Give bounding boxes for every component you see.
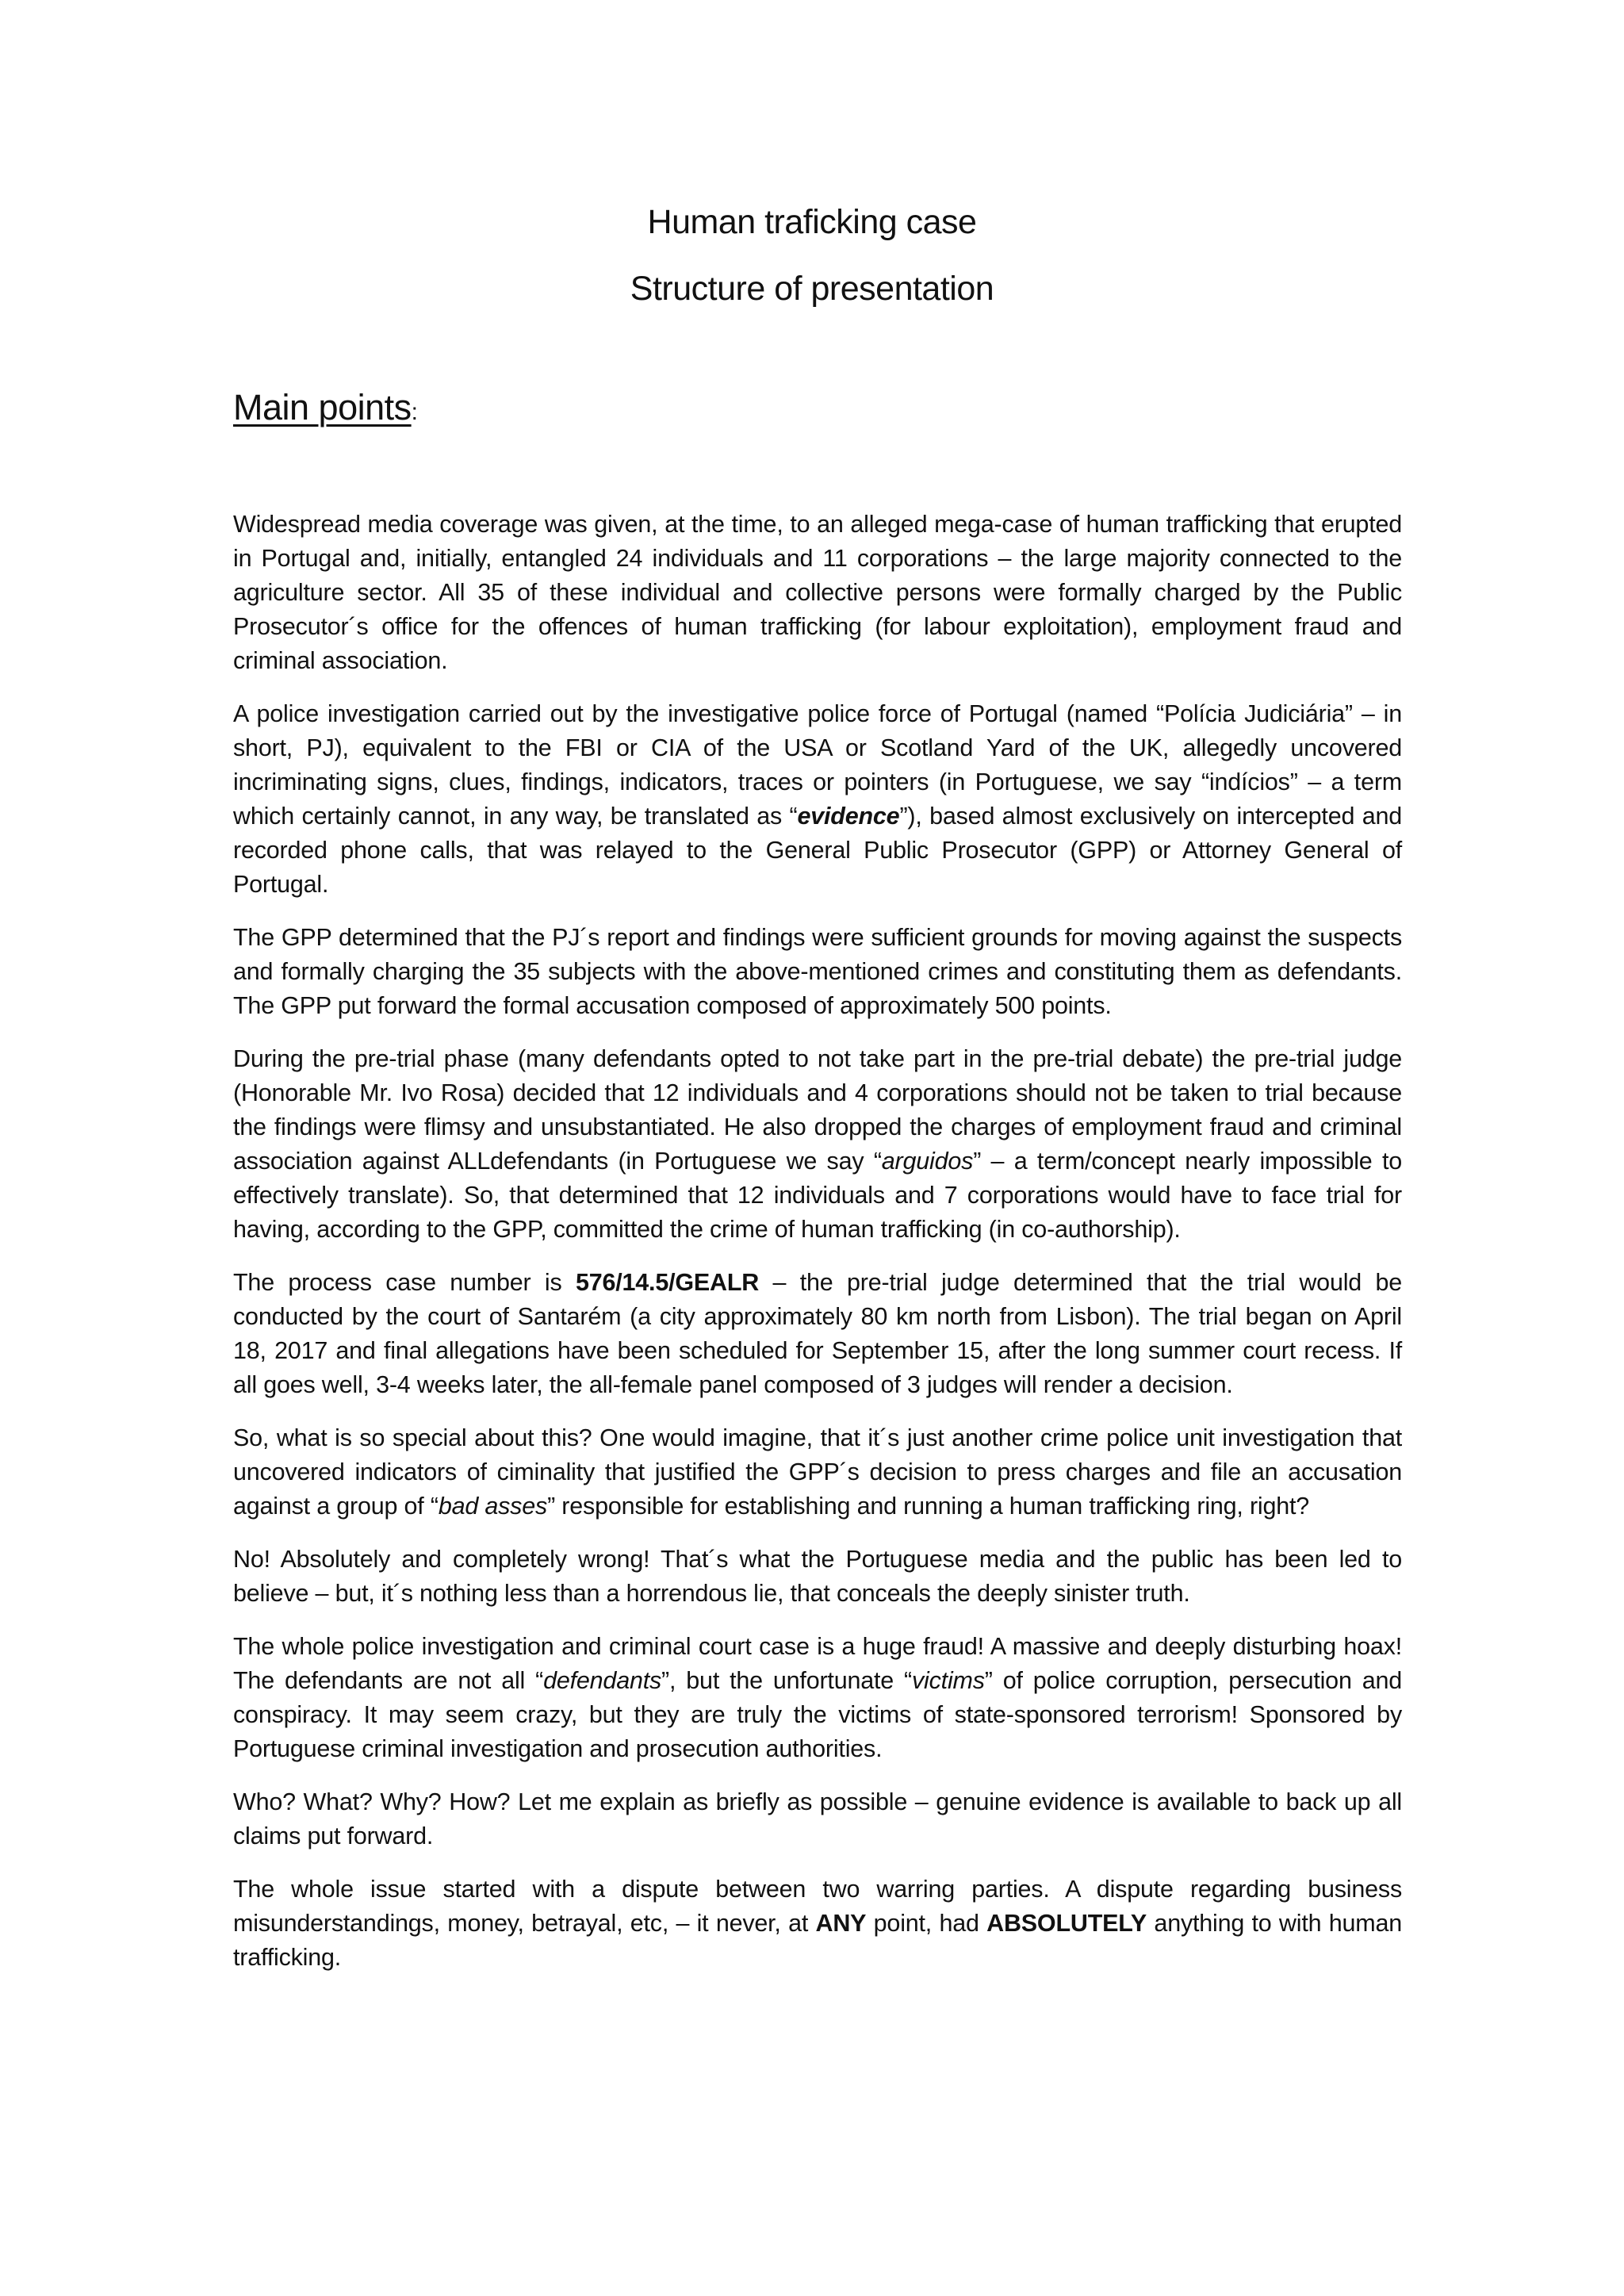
paragraph-9: Who? What? Why? How? Let me explain as briefly as possible – genuine evidence is available to back up all claims put forward. [233,1788,1402,1849]
paragraph-10-text-c: anything to with human trafficking. [233,1910,1402,1971]
paragraph-4-text-b: ” – a term/concept nearly impossible to effectively translate). So, that determined that 12 individuals and 7 corporations would have to face trial for having, according to the GPP, committed the crime of human trafficking (in co-authorship). [233,1148,1402,1243]
paragraph-4-emphasis: arguidos [881,1148,974,1175]
paragraph-7: No! Absolutely and completely wrong! That´s what the Portuguese media and the public has been led to believe – but, it´s nothing less than a horrendous lie, that conceals the deeply sinister truth. [233,1546,1402,1607]
paragraph-10-text-a: The whole issue started with a dispute between two warring parties. A dispute regarding business misunderstandings, money, betrayal, etc, – it never, at [233,1876,1402,1937]
paragraph-6-text-a: So, what is so special about this? One would imagine, that it´s just another crime police unit investigation that uncovered indicators of ciminality that justified the GPP´s decision to press charges and file an accusation against a group of “ [233,1424,1402,1520]
case-number: 576/14.5/GEALR [575,1269,760,1296]
paragraph-10-text-b: point, had [866,1910,987,1937]
paragraph-2-emphasis: evidence [797,803,900,830]
paragraph-6-text-b: ” responsible for establishing and running a human trafficking ring, right? [547,1493,1310,1520]
document-body [233,508,1402,1994]
document-title: Human traficking case [647,203,977,241]
paragraph-5-text-a: The process case number is [233,1269,576,1296]
paragraph-10 [233,1872,1402,1975]
paragraph-8 [233,1630,1402,1766]
section-heading-colon: : [411,399,418,425]
paragraph-3: The GPP determined that the PJ´s report and findings were sufficient grounds for moving against the suspects and formally charging the 35 subjects with the above-mentioned crimes and constituting them as defendants. The GPP put forward the formal accusation composed of approximately 500 points. [233,924,1402,1019]
paragraph-1: Widespread media coverage was given, at the time, to an alleged mega-case of human trafficking that erupted in Portugal and, initially, entangled 24 individuals and 11 corporations – the large majority connected to the agriculture sector. All 35 of these individual and collective persons were formally charged by the Public Prosecutor´s office for the offences of human trafficking (for labour exploitation), employment fraud and criminal association. [233,511,1402,674]
paragraph-10-absolutely: ABSOLUTELY [986,1910,1147,1937]
paragraph-8-text-c: ” of police corruption, persecution and conspiracy. It may seem crazy, but they are truly the victims of state-sponsored terrorism! Sponsored by Portuguese criminal investigation and prosecution authorities. [233,1667,1403,1762]
paragraph-10-any: ANY [815,1910,867,1937]
paragraph-4-text-a: During the pre-trial phase (many defendants opted to not take part in the pre-trial debate) the pre-trial judge (Honorable Mr. Ivo Rosa) decided that 12 individuals and 4 corporations should not be taken to trial because the findings were flimsy and unsubstantiated. He also dropped the charges of employment fraud and criminal association against ALLdefendants (in Portuguese we say “ [233,1045,1402,1175]
paragraph-2-text-a: A police investigation carried out by the investigative police force of Portugal (named “Polícia Judiciária” – in short, PJ), equivalent to the FBI or CIA of the USA or Scotland Yard of the UK, allegedly uncovered incriminating signs, clues, findings, indicators, traces or pointers (in Portuguese, we say “indícios” – a term which certainly cannot, in any way, be translated as “ [233,700,1402,830]
section-heading-text: Main points [233,387,412,427]
paragraph-8-emphasis-2: victims [912,1667,985,1694]
paragraph-5-text-b: – the pre-trial judge determined that the trial would be conducted by the court of Santarém (a city approximately 80 km north from Lisbon). The trial began on April 18, 2017 and final allegations have been scheduled for September 15, after the long summer court recess. If all goes well, 3-4 weeks later, the all-female panel composed of 3 judges will render a decision. [233,1269,1403,1398]
paragraph-6-emphasis: bad asses [438,1493,548,1520]
paragraph-2-text-b: ”), based almost exclusively on intercepted and recorded phone calls, that was relayed to the General Public Prosecutor (GPP) or Attorney General of Portugal. [233,803,1402,898]
paragraph-4 [233,1042,1402,1247]
paragraph-8-text-b: ”, but the unfortunate “ [661,1667,912,1694]
paragraph-2 [233,697,1402,902]
paragraph-8-text-a: The whole police investigation and criminal court case is a huge fraud! A massive and deeply disturbing hoax! The defendants are not all “ [233,1633,1402,1694]
section-heading [233,384,417,436]
title-block [0,189,1624,322]
paragraph-8-emphasis-1: defendants [543,1667,662,1694]
paragraph-5 [233,1266,1402,1402]
document-subtitle: Structure of presentation [630,270,994,308]
paragraph-6 [233,1421,1402,1524]
